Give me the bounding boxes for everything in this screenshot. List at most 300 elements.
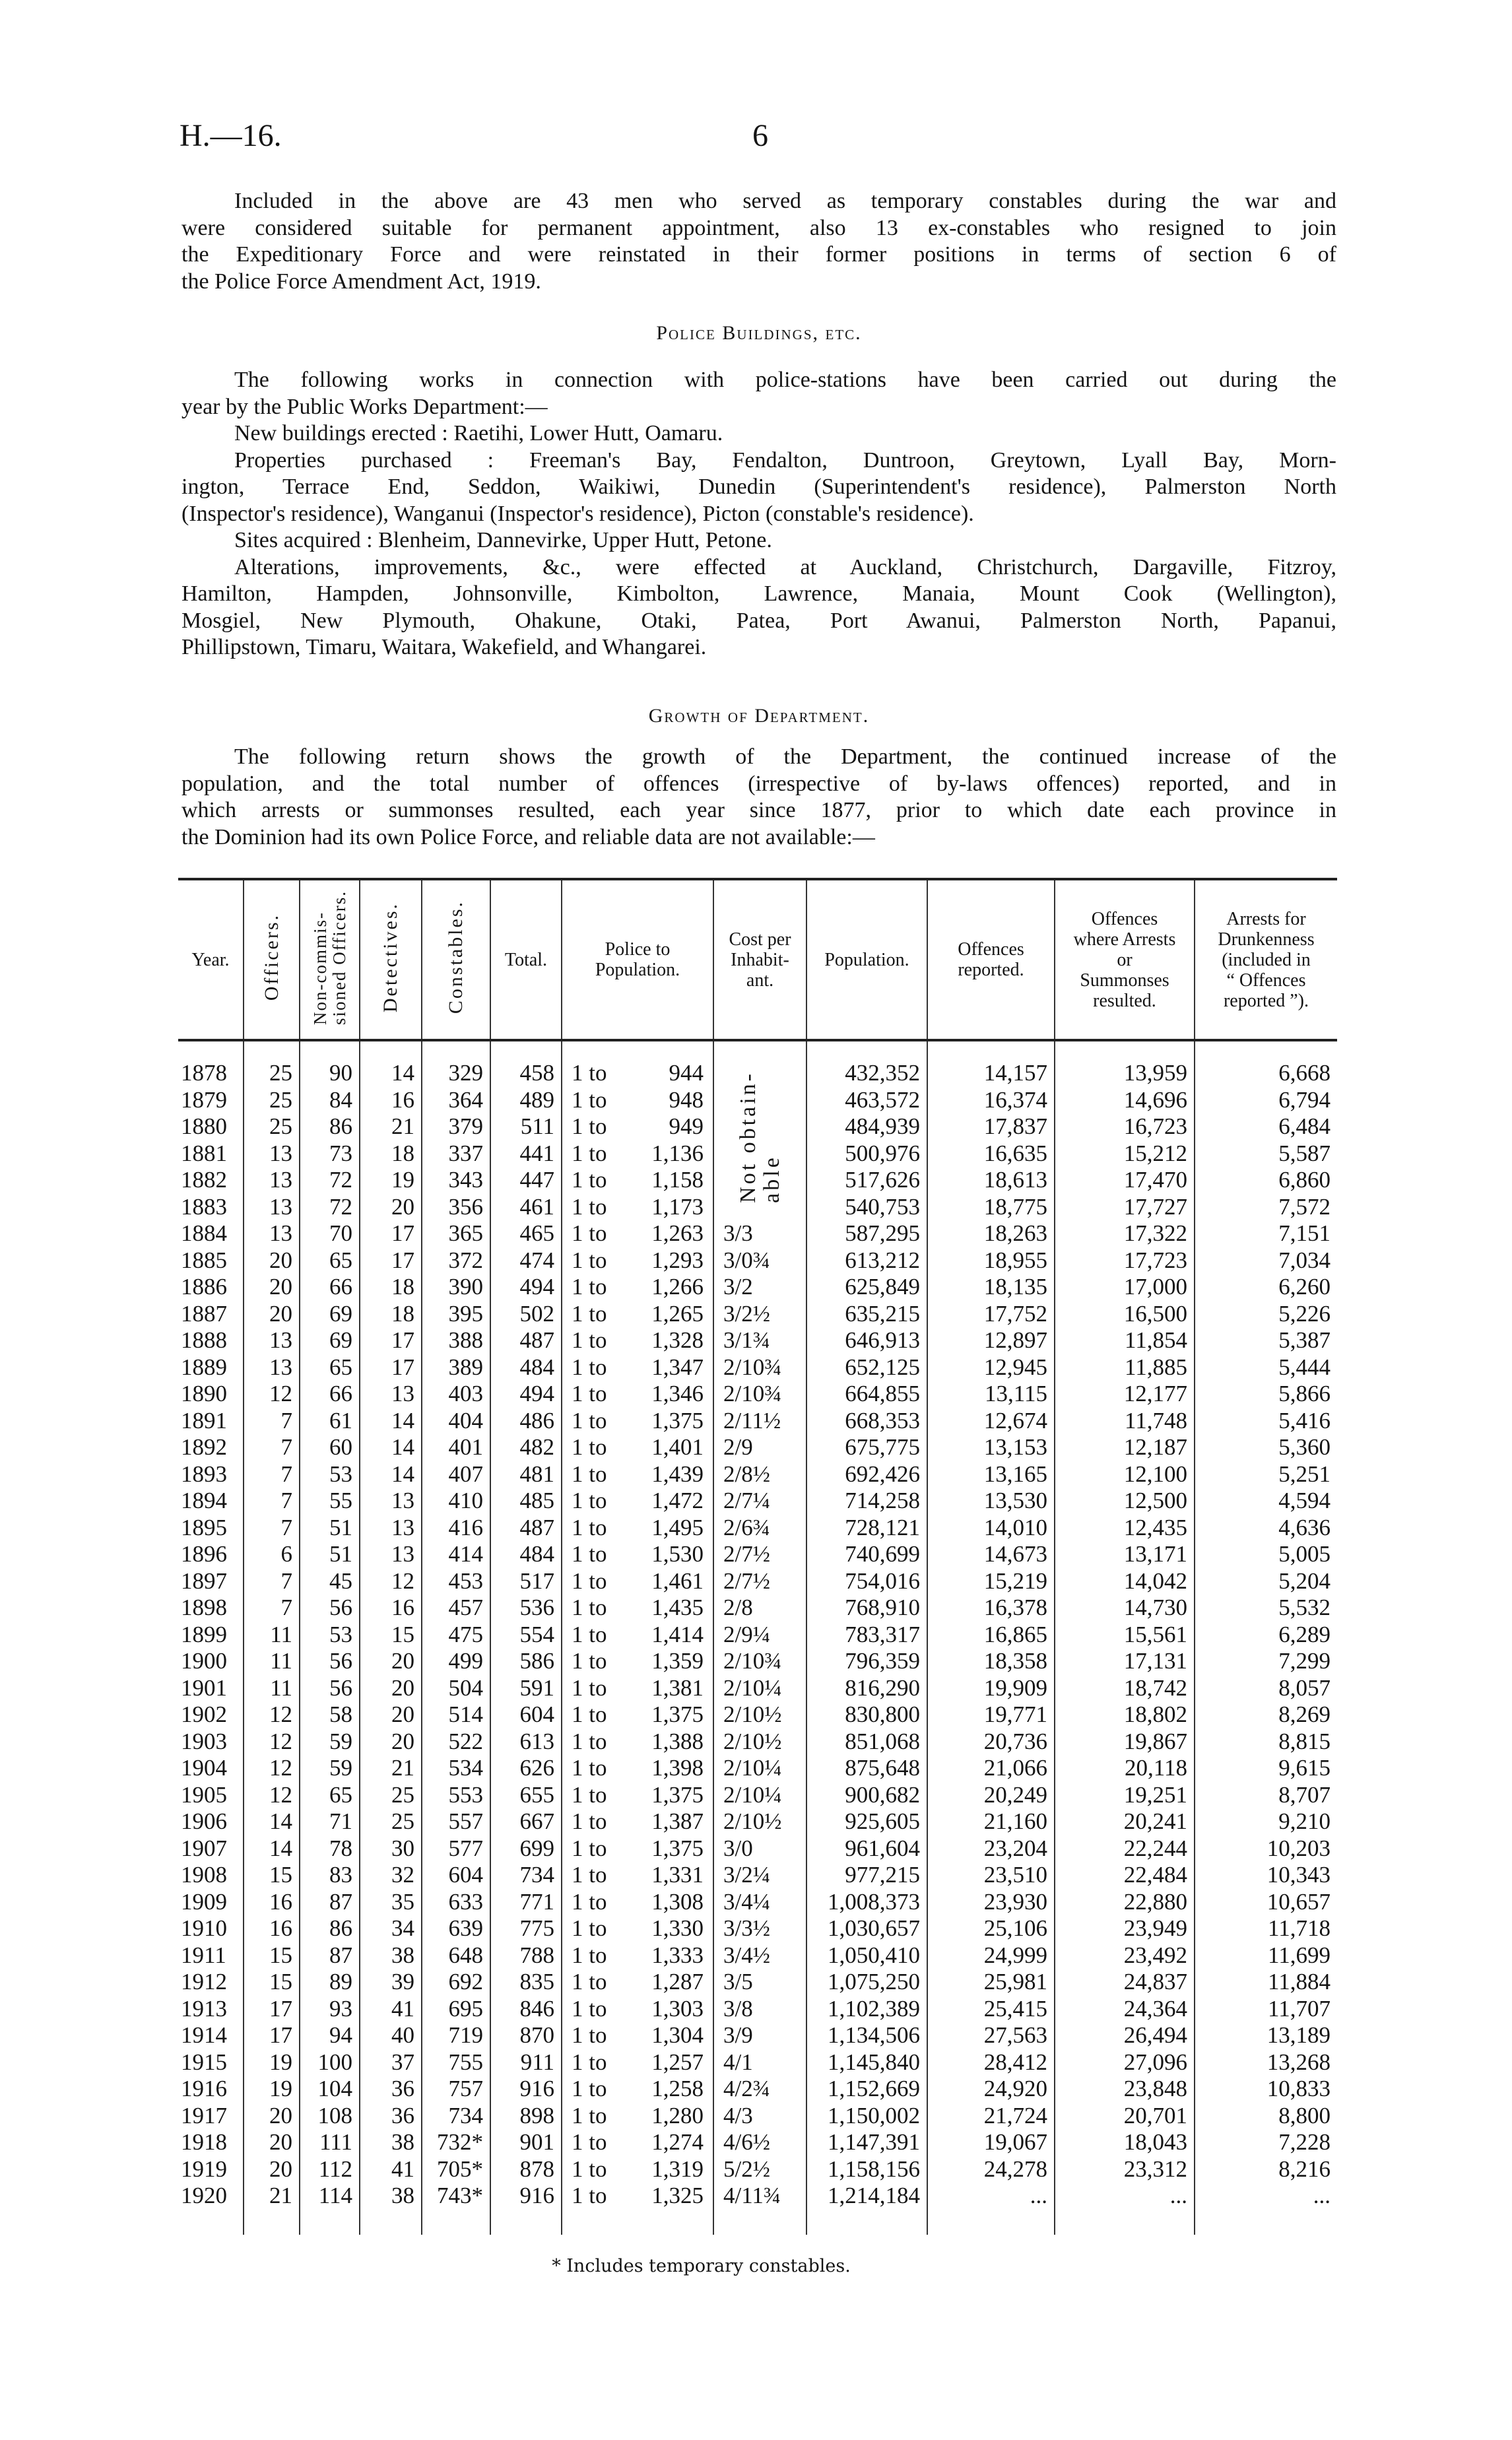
- cell-arrests-summonses: 18,043: [1055, 2129, 1195, 2156]
- cell-nco: 73: [300, 1140, 360, 1168]
- cell-offences-reported: 14,673: [927, 1541, 1055, 1568]
- table-spacer-row: [178, 2210, 1337, 2235]
- ratio-value: 1,274: [651, 2129, 704, 2155]
- table-row: [178, 1969, 1337, 1996]
- cell-police-to-population: [562, 2183, 713, 2210]
- cell-arrests-summonses: 14,730: [1055, 1595, 1195, 1622]
- cell-cost-per-inhabitant: 2/9: [713, 1434, 806, 1461]
- cell-offences-reported: 13,153: [927, 1434, 1055, 1461]
- cell-population: 1,152,669: [806, 2076, 927, 2103]
- cell-arrests-summonses: 14,042: [1055, 1568, 1195, 1595]
- cell-population: 961,604: [806, 1835, 927, 1863]
- cell-population: 1,075,250: [806, 1969, 927, 1996]
- cell-nco: 51: [300, 1541, 360, 1568]
- text-line: population, and the total number of offences (irrespective of by-laws offences) reported, and in: [181, 771, 1336, 796]
- spacer-cell: [1195, 2210, 1337, 2235]
- cell-nco: 51: [300, 1515, 360, 1542]
- cell-offences-reported: 20,736: [927, 1729, 1055, 1756]
- ratio-prefix: 1 to: [572, 1274, 607, 1300]
- cell-total: 511: [490, 1113, 562, 1140]
- cell-drunkenness: 6,289: [1195, 1622, 1337, 1649]
- cell-year: 1887: [181, 1300, 227, 1327]
- cell-drunkenness: 5,444: [1195, 1354, 1337, 1381]
- cell-nco: 83: [300, 1862, 360, 1889]
- cell-detectives: 39: [360, 1969, 422, 1996]
- cell-offences-reported: 13,115: [927, 1381, 1055, 1408]
- cell-year: 1885: [181, 1247, 227, 1273]
- cell-offences-reported: 19,067: [927, 2129, 1055, 2156]
- cell-constables: 414: [422, 1541, 490, 1568]
- cell-nco: 56: [300, 1675, 360, 1702]
- cell-drunkenness: 5,866: [1195, 1381, 1337, 1408]
- cell-arrests-summonses: 12,177: [1055, 1381, 1195, 1408]
- cell-police-to-population: [562, 1194, 713, 1221]
- cell-detectives: 18: [360, 1301, 422, 1328]
- cell-total: 458: [490, 1060, 562, 1087]
- cell-year: 1900: [181, 1648, 227, 1674]
- table-row: [178, 1568, 1337, 1595]
- cell-cost-per-inhabitant: 3/4½: [713, 1942, 806, 1969]
- cell-detectives: 30: [360, 1835, 422, 1863]
- cell-cost-per-inhabitant: 3/3½: [713, 1915, 806, 1942]
- cell-officers: 25: [244, 1113, 300, 1140]
- cell-nco: 86: [300, 1915, 360, 1942]
- cell-year: 1879: [181, 1086, 227, 1113]
- cell-detectives: 13: [360, 1381, 422, 1408]
- text-line: Mosgiel, New Plymouth, Ohakune, Otaki, Patea, Port Awanui, Palmerston North, Papanui,: [181, 608, 1336, 633]
- cell-offences-reported: 24,920: [927, 2076, 1055, 2103]
- table-row: [178, 1381, 1337, 1408]
- text-line: the Expeditionary Force and were reinstated in their former positions in terms of section 6 of: [181, 242, 1336, 267]
- cell-constables: 734: [422, 2103, 490, 2130]
- ratio-prefix: 1 to: [572, 1247, 607, 1273]
- cell-detectives: 21: [360, 1113, 422, 1140]
- cell-year: 1919: [181, 2156, 227, 2182]
- cell-population: 1,102,389: [806, 1996, 927, 2023]
- cell-nco: 108: [300, 2103, 360, 2130]
- cell-constables: 648: [422, 1942, 490, 1969]
- column-header-arrests-summonses: Offences where Arrests or Summonses resulted.: [1055, 879, 1195, 1040]
- table-row: [178, 2076, 1337, 2103]
- cell-year: 1889: [181, 1354, 227, 1380]
- cell-year: 1915: [181, 2049, 227, 2075]
- cell-total: 916: [490, 2183, 562, 2210]
- cell-total: 586: [490, 1648, 562, 1675]
- cell-officers: 19: [244, 2076, 300, 2103]
- text-line: ington, Terrace End, Seddon, Waikiwi, Dunedin (Superintendent's residence), Palmerston North: [181, 475, 1336, 499]
- ratio-value: 1,258: [651, 2076, 704, 2101]
- cell-nco: 53: [300, 1622, 360, 1649]
- cell-nco: 59: [300, 1755, 360, 1782]
- cell-population: 540,753: [806, 1194, 927, 1221]
- text-line: Phillipstown, Timaru, Waitara, Wakefield, and Whangarei.: [181, 635, 707, 659]
- ratio-value: 1,304: [651, 2022, 704, 2048]
- ratio-prefix: 1 to: [572, 1060, 607, 1086]
- cell-drunkenness: 5,005: [1195, 1541, 1337, 1568]
- cell-drunkenness: 4,636: [1195, 1515, 1337, 1542]
- cell-constables: 337: [422, 1140, 490, 1168]
- cell-constables: 343: [422, 1167, 490, 1194]
- cell-year: 1917: [181, 2102, 227, 2128]
- cell-total: 494: [490, 1381, 562, 1408]
- cell-total: 771: [490, 1889, 562, 1916]
- ratio-value: 1,495: [651, 1514, 704, 1540]
- spacer-cell: [562, 1040, 713, 1060]
- cell-population: 977,215: [806, 1862, 927, 1889]
- cell-detectives: 41: [360, 1996, 422, 2023]
- table-row: [178, 1220, 1337, 1247]
- spacer-cell: [244, 2210, 300, 2235]
- spacer-cell: [713, 1040, 806, 1060]
- ratio-value: 1,401: [651, 1434, 704, 1460]
- cell-police-to-population: [562, 1488, 713, 1515]
- ratio-value: 1,439: [651, 1461, 704, 1487]
- cell-detectives: 25: [360, 1808, 422, 1835]
- cell-total: 604: [490, 1701, 562, 1729]
- cell-total: 613: [490, 1729, 562, 1756]
- cell-nco: 89: [300, 1969, 360, 1996]
- document-code: H.—16.: [180, 118, 282, 153]
- cell-arrests-summonses: 13,171: [1055, 1541, 1195, 1568]
- cell-total: 484: [490, 1541, 562, 1568]
- spacer-cell: [178, 2210, 244, 2235]
- cell-drunkenness: 11,718: [1195, 1915, 1337, 1942]
- cell-detectives: 36: [360, 2076, 422, 2103]
- cell-offences-reported: 21,160: [927, 1808, 1055, 1835]
- cell-constables: 553: [422, 1782, 490, 1809]
- ratio-prefix: 1 to: [572, 1300, 607, 1327]
- cell-offences-reported: 23,510: [927, 1862, 1055, 1889]
- cell-officers: 13: [244, 1140, 300, 1168]
- table-spacer-row: [178, 1040, 1337, 1060]
- ratio-prefix: 1 to: [572, 1942, 607, 1968]
- cell-detectives: 17: [360, 1354, 422, 1381]
- cell-officers: 7: [244, 1408, 300, 1435]
- cell-arrests-summonses: 11,854: [1055, 1327, 1195, 1354]
- cell-nco: 93: [300, 1996, 360, 2023]
- cell-total: 461: [490, 1194, 562, 1221]
- cell-arrests-summonses: 22,880: [1055, 1889, 1195, 1916]
- cell-year: 1882: [181, 1167, 227, 1193]
- cell-police-to-population: [562, 1167, 713, 1194]
- cell-arrests-summonses: 17,322: [1055, 1220, 1195, 1247]
- cell-population: 714,258: [806, 1488, 927, 1515]
- cell-constables: 522: [422, 1729, 490, 1756]
- ratio-value: 1,136: [651, 1140, 704, 1166]
- cell-cost-per-inhabitant: 2/10¼: [713, 1782, 806, 1809]
- cell-population: 517,626: [806, 1167, 927, 1194]
- text-line: the Police Force Amendment Act, 1919.: [181, 269, 541, 294]
- cell-total: 788: [490, 1942, 562, 1969]
- cell-offences-reported: 18,135: [927, 1274, 1055, 1301]
- spacer-cell: [360, 2210, 422, 2235]
- cell-total: 484: [490, 1354, 562, 1381]
- ratio-prefix: 1 to: [572, 1915, 607, 1941]
- cell-cost-per-inhabitant: 3/3: [713, 1220, 806, 1247]
- ratio-prefix: 1 to: [572, 1862, 607, 1888]
- table-row: [178, 1862, 1337, 1889]
- cell-offences-reported: 20,249: [927, 1782, 1055, 1809]
- cell-constables: 416: [422, 1515, 490, 1542]
- ratio-prefix: 1 to: [572, 1995, 607, 2022]
- cell-officers: 20: [244, 2156, 300, 2183]
- cell-population: 692,426: [806, 1461, 927, 1488]
- cell-drunkenness: 13,189: [1195, 2022, 1337, 2049]
- cell-constables: 475: [422, 1622, 490, 1649]
- cell-population: 768,910: [806, 1595, 927, 1622]
- column-header-police-to-population: Police to Population.: [562, 879, 713, 1040]
- cell-detectives: 25: [360, 1782, 422, 1809]
- cell-year: 1916: [181, 2076, 227, 2101]
- cell-total: 494: [490, 1274, 562, 1301]
- cell-year: 1907: [181, 1835, 227, 1861]
- cell-arrests-summonses: 23,492: [1055, 1942, 1195, 1969]
- cell-detectives: 13: [360, 1541, 422, 1568]
- cell-constables: 743*: [422, 2183, 490, 2210]
- cell-offences-reported: 21,724: [927, 2103, 1055, 2130]
- cell-total: 486: [490, 1408, 562, 1435]
- cell-total: 447: [490, 1167, 562, 1194]
- cell-drunkenness: 11,707: [1195, 1996, 1337, 2023]
- cell-police-to-population: [562, 1808, 713, 1835]
- cell-officers: 14: [244, 1808, 300, 1835]
- section-heading-police-buildings: Police Buildings, etc.: [656, 322, 862, 344]
- cell-nco: 55: [300, 1488, 360, 1515]
- ratio-value: 1,319: [651, 2156, 704, 2182]
- cell-arrests-summonses: 16,500: [1055, 1301, 1195, 1328]
- cell-cost-per-inhabitant: 2/10¾: [713, 1648, 806, 1675]
- cell-nco: 69: [300, 1301, 360, 1328]
- cell-constables: 499: [422, 1648, 490, 1675]
- cell-officers: 15: [244, 1969, 300, 1996]
- table-row: [178, 1461, 1337, 1488]
- cell-population: 830,800: [806, 1701, 927, 1729]
- column-header-constables: Constables.: [422, 879, 490, 1040]
- cell-offences-reported: 18,613: [927, 1167, 1055, 1194]
- table-row: [178, 1675, 1337, 1702]
- cell-total: 846: [490, 1996, 562, 2023]
- cell-officers: 11: [244, 1675, 300, 1702]
- table-row: [178, 1060, 1337, 1087]
- ratio-prefix: 1 to: [572, 1113, 607, 1139]
- cell-arrests-summonses: 24,364: [1055, 1996, 1195, 2023]
- cell-police-to-population: [562, 1701, 713, 1729]
- cell-drunkenness: 9,210: [1195, 1808, 1337, 1835]
- text-line: were considered suitable for permanent appointment, also 13 ex-constables who resigned to join: [181, 215, 1336, 240]
- ratio-prefix: 1 to: [572, 2022, 607, 2048]
- cell-offences-reported: 17,752: [927, 1301, 1055, 1328]
- ratio-prefix: 1 to: [572, 1808, 607, 1834]
- cell-offences-reported: 24,999: [927, 1942, 1055, 1969]
- cell-officers: 13: [244, 1354, 300, 1381]
- spacer-cell: [422, 2210, 490, 2235]
- spacer-cell: [300, 2210, 360, 2235]
- cell-offences-reported: 25,981: [927, 1969, 1055, 1996]
- cell-year: 1878: [181, 1060, 227, 1086]
- cell-detectives: 18: [360, 1274, 422, 1301]
- cell-cost-per-inhabitant: 2/10½: [713, 1701, 806, 1729]
- cell-offences-reported: 23,930: [927, 1889, 1055, 1916]
- cell-cost-per-inhabitant: 2/10¾: [713, 1354, 806, 1381]
- cell-detectives: 38: [360, 1942, 422, 1969]
- column-header-population: Population.: [806, 879, 927, 1040]
- cell-police-to-population: [562, 1515, 713, 1542]
- cell-offences-reported: 23,204: [927, 1835, 1055, 1863]
- cell-constables: 390: [422, 1274, 490, 1301]
- cell-year: 1899: [181, 1621, 227, 1647]
- cell-drunkenness: 13,268: [1195, 2049, 1337, 2076]
- cell-total: 655: [490, 1782, 562, 1809]
- cell-constables: 401: [422, 1434, 490, 1461]
- cell-nco: 84: [300, 1087, 360, 1114]
- ratio-value: 1,388: [651, 1728, 704, 1754]
- cell-drunkenness: 8,269: [1195, 1701, 1337, 1729]
- cell-officers: 7: [244, 1515, 300, 1542]
- cell-cost-per-inhabitant: 2/10¾: [713, 1381, 806, 1408]
- ratio-prefix: 1 to: [572, 1648, 607, 1674]
- ratio-prefix: 1 to: [572, 2049, 607, 2075]
- cell-year: 1901: [181, 1674, 227, 1701]
- cell-cost-per-inhabitant: 3/4¼: [713, 1889, 806, 1916]
- cell-population: 1,030,657: [806, 1915, 927, 1942]
- cell-drunkenness: 8,800: [1195, 2103, 1337, 2130]
- cell-arrests-summonses: 17,470: [1055, 1167, 1195, 1194]
- cell-police-to-population: [562, 1622, 713, 1649]
- cell-offences-reported: 24,278: [927, 2156, 1055, 2183]
- cell-cost-per-inhabitant: 2/7½: [713, 1568, 806, 1595]
- spacer-cell: [1055, 1040, 1195, 1060]
- cell-population: 1,150,002: [806, 2103, 927, 2130]
- cell-arrests-summonses: 17,723: [1055, 1247, 1195, 1274]
- cell-police-to-population: [562, 1996, 713, 2023]
- ratio-prefix: 1 to: [572, 1407, 607, 1434]
- table-row: [178, 1247, 1337, 1274]
- cell-constables: 732*: [422, 2129, 490, 2156]
- cell-detectives: 20: [360, 1701, 422, 1729]
- ratio-value: 1,308: [651, 1888, 704, 1915]
- cell-year: 1888: [181, 1327, 227, 1353]
- cell-police-to-population: [562, 1434, 713, 1461]
- cell-arrests-summonses: 22,244: [1055, 1835, 1195, 1863]
- cell-year: 1904: [181, 1755, 227, 1781]
- ratio-prefix: 1 to: [572, 2102, 607, 2128]
- cell-officers: 17: [244, 2022, 300, 2049]
- cell-police-to-population: [562, 1568, 713, 1595]
- cell-drunkenness: 5,387: [1195, 1327, 1337, 1354]
- table-row: [178, 1301, 1337, 1328]
- ratio-value: 1,158: [651, 1167, 704, 1193]
- cell-officers: 20: [244, 1274, 300, 1301]
- cell-arrests-summonses: 19,867: [1055, 1729, 1195, 1756]
- cell-drunkenness: 8,815: [1195, 1729, 1337, 1756]
- table-row: [178, 1354, 1337, 1381]
- cell-constables: 356: [422, 1194, 490, 1221]
- cell-nco: 114: [300, 2183, 360, 2210]
- cell-offences-reported: 16,378: [927, 1595, 1055, 1622]
- cell-detectives: 12: [360, 1568, 422, 1595]
- cell-drunkenness: 5,587: [1195, 1140, 1337, 1168]
- ratio-value: 1,293: [651, 1247, 704, 1273]
- cell-police-to-population: [562, 2049, 713, 2076]
- cell-police-to-population: [562, 1862, 713, 1889]
- cell-cost-per-inhabitant: 2/11½: [713, 1408, 806, 1435]
- cell-total: 734: [490, 1862, 562, 1889]
- cell-drunkenness: 5,532: [1195, 1595, 1337, 1622]
- cell-nco: 90: [300, 1060, 360, 1087]
- growth-of-department-table: [178, 878, 1337, 2235]
- table-row: [178, 1755, 1337, 1782]
- cell-offences-reported: 18,358: [927, 1648, 1055, 1675]
- cell-population: 1,134,506: [806, 2022, 927, 2049]
- cell-arrests-summonses: 20,118: [1055, 1755, 1195, 1782]
- cell-police-to-population: [562, 1915, 713, 1942]
- cell-officers: 13: [244, 1327, 300, 1354]
- spacer-cell: [927, 1040, 1055, 1060]
- cell-arrests-summonses: 13,959: [1055, 1060, 1195, 1087]
- text-line: Included in the above are 43 men who served as temporary constables during the war and: [234, 189, 1336, 213]
- cell-offences-reported: 18,955: [927, 1247, 1055, 1274]
- ratio-prefix: 1 to: [572, 1567, 607, 1594]
- table-row: [178, 1595, 1337, 1622]
- cell-nco: 53: [300, 1461, 360, 1488]
- cell-arrests-summonses: 12,435: [1055, 1515, 1195, 1542]
- cell-detectives: 17: [360, 1327, 422, 1354]
- cell-detectives: 16: [360, 1595, 422, 1622]
- cell-officers: 15: [244, 1942, 300, 1969]
- cell-year: 1920: [181, 2183, 227, 2208]
- cell-constables: 457: [422, 1595, 490, 1622]
- cell-nco: 100: [300, 2049, 360, 2076]
- cell-cost-per-inhabitant: 2/8½: [713, 1461, 806, 1488]
- ratio-value: 1,381: [651, 1674, 704, 1701]
- ratio-prefix: 1 to: [572, 1086, 607, 1113]
- cell-detectives: 41: [360, 2156, 422, 2183]
- cell-population: 816,290: [806, 1675, 927, 1702]
- ratio-value: 1,266: [651, 1274, 704, 1300]
- cell-offences-reported: 17,837: [927, 1113, 1055, 1140]
- cell-total: 502: [490, 1301, 562, 1328]
- text-line: which arrests or summonses resulted, each year since 1877, prior to which date each province in: [181, 798, 1336, 822]
- cell-cost-per-inhabitant: 2/10½: [713, 1729, 806, 1756]
- ratio-prefix: 1 to: [572, 2076, 607, 2101]
- cell-population: 668,353: [806, 1408, 927, 1435]
- text-line: Properties purchased : Freeman's Bay, Fendalton, Duntroon, Greytown, Lyall Bay, Morn-: [234, 447, 1336, 473]
- cell-detectives: 17: [360, 1220, 422, 1247]
- cell-drunkenness: 10,343: [1195, 1862, 1337, 1889]
- cell-cost-per-inhabitant: 3/0: [713, 1835, 806, 1863]
- cell-officers: 20: [244, 2129, 300, 2156]
- cell-constables: 514: [422, 1701, 490, 1729]
- cell-offences-reported: 14,157: [927, 1060, 1055, 1087]
- cell-arrests-summonses: 12,500: [1055, 1488, 1195, 1515]
- cell-year: 1905: [181, 1781, 227, 1808]
- cell-offences-reported: 12,674: [927, 1408, 1055, 1435]
- cell-detectives: 32: [360, 1862, 422, 1889]
- cell-constables: 407: [422, 1461, 490, 1488]
- cell-population: 1,008,373: [806, 1889, 927, 1916]
- column-header-offences-reported: Offences reported.: [927, 879, 1055, 1040]
- cell-detectives: 13: [360, 1515, 422, 1542]
- spacer-cell: [422, 1040, 490, 1060]
- cell-nco: 104: [300, 2076, 360, 2103]
- cell-total: 901: [490, 2129, 562, 2156]
- cell-arrests-summonses: 17,131: [1055, 1648, 1195, 1675]
- cell-officers: 13: [244, 1220, 300, 1247]
- cell-nco: 111: [300, 2129, 360, 2156]
- ratio-value: 1,435: [651, 1595, 704, 1620]
- cell-officers: 21: [244, 2183, 300, 2210]
- cell-nco: 71: [300, 1808, 360, 1835]
